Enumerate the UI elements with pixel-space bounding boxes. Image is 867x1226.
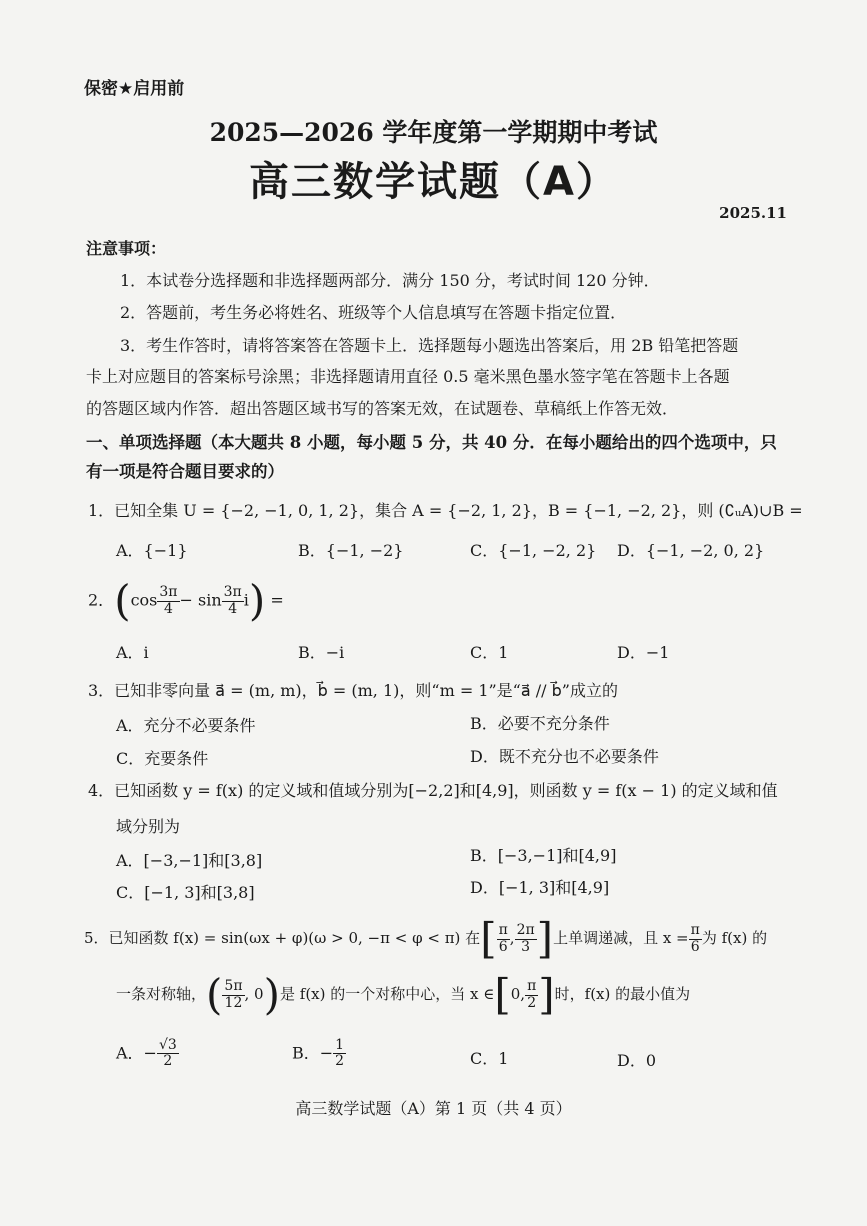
- question-2-option-c: C．1: [470, 643, 509, 662]
- bracket-close: ]: [536, 914, 554, 963]
- question-5-part-1: 5．已知函数 f(x) = sin(ωx + φ)(ω > 0, −π < φ < π) 在: [84, 929, 481, 947]
- question-5-part-2: 上单调递减，且 x =: [553, 929, 689, 947]
- question-5-option-d: D．0: [617, 1051, 657, 1070]
- question-5-line-2-a: 一条对称轴，: [116, 985, 207, 1003]
- notice-item-2: 2．答题前，考生务必将姓名、班级等个人信息填写在答题卡指定位置．: [120, 303, 627, 322]
- question-1-option-a: A．{−1}: [116, 541, 188, 560]
- question-2-stem: [88, 576, 284, 625]
- question-5-line-2-c: 时，f(x) 的最小值为: [554, 985, 691, 1003]
- paren-close: ): [248, 576, 266, 625]
- option-label: B．−: [292, 1043, 334, 1063]
- question-5-option-b: [292, 1038, 346, 1070]
- fraction-1: [157, 585, 179, 617]
- option-b-fraction: [333, 1038, 346, 1070]
- imaginary-unit: i: [243, 590, 249, 610]
- axis-fraction: [689, 923, 702, 955]
- question-4-stem-line-1: 4．已知函数 y = f(x) 的定义域和值域分别为[−2,2]和[4,9]，则函数 y = f(x − 1) 的定义域和值: [88, 781, 778, 800]
- question-5-option-c: C．1: [470, 1049, 509, 1068]
- question-3-option-c: C．充要条件: [116, 749, 209, 768]
- question-4-option-b: B．[−3,−1]和[4,9]: [470, 846, 617, 865]
- question-5-stem-line-1: 5．已知函数 f(x) = sin(ωx + φ)(ω > 0, −π < φ < π) 在[ $\frac{\pi}{6}$ , $\frac{2\pi}{3}$ ]上单调递减，且 x = $\frac{\pi}{6}$ 为 f(x) 的: [84, 914, 768, 963]
- question-2-option-a: A．i: [116, 643, 149, 662]
- notice-item-3-line-1: 3．考生作答时，请将答案答在答题卡上．选择题每小题选出答案后，用 2B 铅笔把答题: [120, 336, 739, 355]
- question-5-part-3: 为 f(x) 的: [701, 929, 768, 947]
- fraction-denominator: 2: [163, 1053, 173, 1070]
- page-footer: 高三数学试题（A）第 1 页（共 4 页）: [295, 1099, 572, 1118]
- question-3-option-a: A．充分不必要条件: [116, 716, 256, 735]
- fraction-denominator: 4: [163, 600, 173, 617]
- fraction-numerator: π: [498, 922, 508, 939]
- question-4-stem-line-2: 域分别为: [116, 817, 181, 836]
- paren-open: (: [206, 970, 223, 1019]
- question-3-option-b: B．必要不充分条件: [470, 714, 610, 733]
- question-2-number: 2．: [88, 590, 115, 610]
- section-heading: 一、单项选择题（本大题共 8 小题，每小题 5 分，共 40 分．在每小题给出的四个选项中，只有一项是符合题目要求的）: [86, 433, 777, 481]
- question-5-option-a: [116, 1038, 179, 1070]
- question-4-option-c: C．[−1, 3]和[3,8]: [116, 883, 255, 902]
- question-2-option-d: D．−1: [617, 643, 670, 662]
- question-1-option-c: C．{−1, −2, 2}: [470, 541, 597, 560]
- fraction-denominator: 12: [224, 994, 243, 1011]
- notice-item-3-line-3: 的答题区域内作答．超出答题区域书写的答案无效，在试题卷、草稿纸上作答无效．: [86, 399, 679, 418]
- question-3-option-d: D．既不充分也不必要条件: [470, 747, 659, 766]
- question-5-line-2-b: 是 f(x) 的一个对称中心，当 x ∈: [280, 985, 495, 1003]
- range-end-fraction: [525, 979, 538, 1011]
- option-label: A．−: [116, 1043, 157, 1063]
- fraction-denominator: 3: [521, 938, 531, 955]
- question-4-option-a: A．[−3,−1]和[3,8]: [116, 851, 263, 870]
- fraction-2: [222, 585, 244, 617]
- fraction-numerator: 5π: [224, 978, 243, 995]
- question-5-stem-line-2: [116, 970, 691, 1019]
- option-a-fraction: [157, 1038, 179, 1070]
- question-4-option-d: D．[−1, 3]和[4,9]: [470, 878, 610, 897]
- bracket-open: [: [494, 970, 511, 1019]
- question-1-stem: 1．已知全集 U = {−2, −1, 0, 1, 2}，集合 A = {−2, 1, 2}，B = {−1, −2, 2}，则 (∁ᵤA)∪B =: [88, 501, 803, 520]
- fraction-denominator: 2: [527, 994, 537, 1011]
- fraction-numerator: √3: [158, 1037, 177, 1053]
- range-start: 0,: [510, 985, 526, 1003]
- question-1-option-d: D．{−1, −2, 0, 2}: [617, 541, 765, 560]
- sin-text: − sin: [179, 590, 222, 610]
- bracket-open: [: [480, 914, 497, 963]
- notice-heading: 注意事项：: [86, 239, 167, 258]
- notice-item-1: 1．本试卷分选择题和非选择题两部分．满分 150 分，考试时间 120 分钟．: [120, 271, 660, 290]
- fraction-numerator: π: [527, 978, 537, 995]
- center-tail: , 0: [244, 985, 264, 1003]
- fraction-numerator: 1: [335, 1037, 345, 1053]
- exam-title: 2025—2026 学年度第一学期期中考试: [209, 118, 658, 147]
- paren-close: ): [263, 970, 280, 1019]
- exam-date: 2025.11: [719, 204, 787, 222]
- fraction-denominator: 6: [690, 938, 700, 955]
- page-title: 高三数学试题（A）: [249, 159, 618, 205]
- question-3-stem: 3．已知非零向量 a⃗ = (m, m)，b⃗ = (m, 1)，则“m = 1”是“a⃗ // b⃗”成立的: [88, 681, 618, 700]
- question-2-option-b: B．−i: [298, 643, 345, 662]
- fraction-numerator: 3π: [223, 584, 242, 601]
- notice-item-3-line-2: 卡上对应题目的答案标号涂黑；非选择题请用直径 0.5 毫米黑色墨水签字笔在答题卡上各题: [86, 367, 730, 386]
- cos-text: cos: [130, 590, 158, 610]
- interval-start: [497, 923, 510, 955]
- fraction-numerator: 3π: [159, 584, 178, 601]
- interval-end: [515, 923, 537, 955]
- fraction-numerator: 2π: [516, 922, 535, 939]
- bracket-close: ]: [538, 970, 555, 1019]
- fraction-denominator: 6: [498, 938, 508, 955]
- confidential-label: 保密★启用前: [84, 79, 185, 99]
- fraction-denominator: 2: [335, 1053, 345, 1070]
- fraction-denominator: 4: [228, 600, 238, 617]
- paren-open: (: [114, 576, 131, 625]
- fraction-numerator: π: [690, 922, 700, 939]
- question-1-option-b: B．{−1, −2}: [298, 541, 404, 560]
- center-fraction: [222, 979, 244, 1011]
- equals-sign: =: [265, 590, 284, 610]
